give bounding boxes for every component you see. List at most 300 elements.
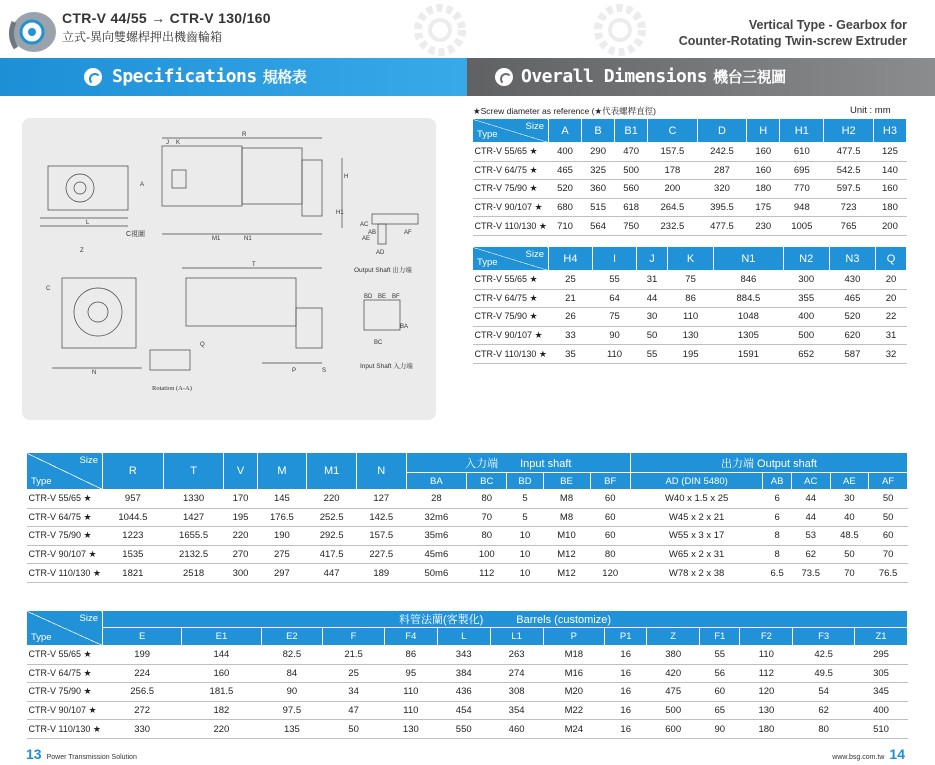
specifications-en: Specifications	[112, 66, 257, 87]
table-cell: 477.5	[824, 143, 874, 162]
size-label: Size	[79, 455, 98, 466]
header-right-line2: Counter-Rotating Twin-screw Extruder	[678, 34, 907, 48]
table-cell: 695	[780, 161, 824, 180]
table-cell: 54	[793, 683, 855, 702]
table-cell: 50	[323, 720, 385, 739]
column-header: H1	[780, 119, 824, 143]
column-header: F2	[740, 628, 793, 646]
column-header: M1	[307, 453, 357, 490]
table-cell: 272	[103, 701, 182, 720]
table-cell: 180	[873, 198, 906, 217]
column-header: B	[582, 119, 615, 143]
header-title: CTR-V 44/55 → CTR-V 130/160	[62, 10, 271, 26]
table-cell: 32m6	[406, 508, 466, 527]
table-cell: 160	[182, 664, 261, 683]
table-cell: 846	[714, 271, 783, 290]
column-header: AC	[791, 473, 830, 490]
type-cell-value: CTR-V 64/75 ★	[473, 161, 549, 180]
table-cell: 31	[637, 271, 668, 290]
table-cell: 84	[261, 664, 323, 683]
label-p: P	[292, 368, 297, 374]
type-cell-value: CTR-V 90/107 ★	[473, 326, 549, 345]
table-cell: 597.5	[824, 180, 874, 199]
table-cell: 600	[647, 720, 700, 739]
technical-drawing	[22, 118, 436, 420]
table-cell: 21.5	[323, 646, 385, 665]
table-cell: 343	[437, 646, 490, 665]
column-header: AD (DIN 5480)	[630, 473, 762, 490]
table-cell: 60	[700, 683, 740, 702]
table-cell: 520	[829, 308, 875, 327]
page-number-right: 14	[889, 746, 905, 762]
table-cell: 454	[437, 701, 490, 720]
label-be: BE	[378, 294, 387, 300]
table-cell: 76.5	[869, 564, 908, 583]
type-cell-value: CTR-V 64/75 ★	[27, 508, 103, 527]
table-cell: 447	[307, 564, 357, 583]
type-label: Type	[477, 257, 498, 268]
table-row	[473, 326, 907, 345]
gear-decoration-icon	[590, 0, 650, 60]
type-cell-value: CTR-V 64/75 ★	[473, 289, 549, 308]
table-cell: 110	[384, 683, 437, 702]
table-cell: 50m6	[406, 564, 466, 583]
table-cell: 73.5	[791, 564, 830, 583]
table-cell: 5	[507, 508, 543, 527]
table-cell: 308	[490, 683, 543, 702]
label-j: J	[166, 140, 169, 146]
output-shaft-flange	[372, 214, 418, 224]
table-cell: 290	[582, 143, 615, 162]
type-cell-value: CTR-V 75/90 ★	[27, 527, 103, 546]
table-cell: 263	[490, 646, 543, 665]
table-cell: 60	[869, 527, 908, 546]
screw-note: ★Screw diameter as reference (★代表螺桿直徑)	[473, 106, 656, 116]
gearbox-top-mid	[242, 148, 302, 204]
table-cell: 564	[582, 217, 615, 236]
table-cell: 652	[783, 345, 829, 364]
table-cell: 130	[384, 720, 437, 739]
table-cell: 110	[740, 646, 793, 665]
table-cell: 10	[507, 564, 543, 583]
table-row	[27, 490, 908, 509]
label-ae: AE	[362, 236, 371, 242]
table-cell: 189	[356, 564, 406, 583]
table-cell: W78 x 2 x 38	[630, 564, 762, 583]
front-view-body	[62, 278, 136, 348]
table-cell: 55	[592, 271, 636, 290]
table-cell: 60	[590, 490, 630, 509]
table-cell: 305	[854, 664, 907, 683]
table-cell: 1044.5	[103, 508, 164, 527]
table-cell: 120	[740, 683, 793, 702]
table-cell: 100	[467, 545, 507, 564]
table-cell: 34	[323, 683, 385, 702]
table-cell: 300	[224, 564, 257, 583]
table-cell: 264.5	[648, 198, 698, 217]
column-header: N1	[714, 247, 783, 271]
table-cell: 345	[854, 683, 907, 702]
label-k: K	[176, 140, 181, 146]
table-cell: 97.5	[261, 701, 323, 720]
table-cell: 90	[700, 720, 740, 739]
c-view-bore	[74, 182, 86, 194]
column-header: F3	[793, 628, 855, 646]
table-cell: 1305	[714, 326, 783, 345]
side-view-gear	[296, 308, 322, 348]
front-view-bore	[88, 302, 108, 322]
table-cell: W45 x 2 x 21	[630, 508, 762, 527]
table-cell: 30	[830, 490, 869, 509]
type-label: Type	[31, 632, 52, 643]
table-cell: 1535	[103, 545, 164, 564]
input-shaft-label: Input Shaft 入力端	[360, 363, 413, 370]
table-cell: 500	[783, 326, 829, 345]
table-cell: 224	[103, 664, 182, 683]
table-cell: 220	[307, 490, 357, 509]
refresh-icon	[84, 68, 102, 86]
table-cell: 354	[490, 701, 543, 720]
table-cell: 65	[700, 701, 740, 720]
column-header: AF	[869, 473, 908, 490]
header-right	[679, 17, 907, 49]
table-cell: 44	[637, 289, 668, 308]
table-cell: 1048	[714, 308, 783, 327]
table-cell: 465	[829, 289, 875, 308]
table-cell: 33	[549, 326, 593, 345]
table-cell: 16	[605, 683, 647, 702]
rotation-view	[150, 350, 190, 370]
table-cell: 62	[791, 545, 830, 564]
table-cell: 176.5	[257, 508, 307, 527]
table-cell: 8	[763, 527, 792, 546]
table-cell: 62	[793, 701, 855, 720]
table-row	[473, 143, 907, 162]
table-cell: 1330	[163, 490, 224, 509]
table-cell: 56	[700, 664, 740, 683]
table-cell: 181.5	[182, 683, 261, 702]
type-size-header	[27, 611, 103, 646]
table-cell: 75	[667, 271, 713, 290]
table-cell: 70	[869, 545, 908, 564]
table-row	[473, 180, 907, 199]
type-cell-value: CTR-V 75/90 ★	[473, 308, 549, 327]
table-row	[27, 508, 908, 527]
column-header: P	[543, 628, 605, 646]
table-cell: 400	[854, 701, 907, 720]
label-c: C	[46, 286, 51, 292]
table-cell: 142.5	[356, 508, 406, 527]
table-cell: M8	[543, 490, 590, 509]
table-cell: 10	[507, 527, 543, 546]
table-cell: 90	[261, 683, 323, 702]
table-cell: 64	[592, 289, 636, 308]
column-header: L1	[490, 628, 543, 646]
front-view-flange	[74, 288, 122, 336]
table-cell: 1655.5	[163, 527, 224, 546]
table-cell: 16	[605, 720, 647, 739]
table-cell: 948	[780, 198, 824, 217]
table-row	[473, 289, 907, 308]
table-cell: 75	[592, 308, 636, 327]
dimensions-table-1	[472, 118, 907, 236]
table-cell: 400	[783, 308, 829, 327]
column-header: AB	[763, 473, 792, 490]
table-cell: 6	[763, 508, 792, 527]
barrels-group-header: 料管法蘭(客製化) Barrels (customize)	[103, 611, 908, 628]
table-cell: 1591	[714, 345, 783, 364]
table-cell: 50	[830, 545, 869, 564]
type-size-header	[473, 119, 549, 143]
label-m1: M1	[212, 236, 221, 242]
table-cell: 157.5	[648, 143, 698, 162]
table-cell: 127	[356, 490, 406, 509]
table-cell: 500	[615, 161, 648, 180]
label-z: Z	[80, 248, 84, 254]
table-cell: 620	[829, 326, 875, 345]
table-cell: 47	[323, 701, 385, 720]
label-bd: BD	[364, 294, 373, 300]
table-cell: 30	[637, 308, 668, 327]
table-cell: 765	[824, 217, 874, 236]
table-cell: W65 x 2 x 31	[630, 545, 762, 564]
table-cell: 50	[869, 508, 908, 527]
table-cell: 252.5	[307, 508, 357, 527]
type-cell-value: CTR-V 90/107 ★	[473, 198, 549, 217]
column-header: H	[747, 119, 780, 143]
table-cell: M10	[543, 527, 590, 546]
dimensions-table-2	[472, 246, 907, 364]
table-cell: 220	[224, 527, 257, 546]
table-cell: 16	[605, 701, 647, 720]
table-cell: 25	[323, 664, 385, 683]
table-cell: 135	[261, 720, 323, 739]
type-cell-value: CTR-V 75/90 ★	[27, 683, 103, 702]
table-cell: 82.5	[261, 646, 323, 665]
side-view-barrel	[186, 278, 296, 326]
column-header: N3	[829, 247, 875, 271]
column-header: M	[257, 453, 307, 490]
table-cell: 157.5	[356, 527, 406, 546]
header-subtitle: 立式-異向雙螺桿押出機齒輪箱	[62, 30, 222, 44]
table-cell: 330	[103, 720, 182, 739]
elephant-logo	[6, 2, 62, 56]
refresh-icon	[495, 68, 513, 86]
table-cell: 256.5	[103, 683, 182, 702]
column-header: Z1	[854, 628, 907, 646]
table-cell: 48.5	[830, 527, 869, 546]
table-cell: 355	[783, 289, 829, 308]
label-af: AF	[404, 230, 412, 236]
table-row	[27, 683, 908, 702]
label-s: S	[322, 368, 327, 374]
table-cell: 130	[740, 701, 793, 720]
table-cell: 380	[647, 646, 700, 665]
overall-dimensions-zh: 機台三視圖	[713, 69, 786, 86]
table-cell: 1005	[780, 217, 824, 236]
table-cell: 45m6	[406, 545, 466, 564]
table-row	[473, 217, 907, 236]
table-cell: 325	[582, 161, 615, 180]
table-cell: 199	[103, 646, 182, 665]
table-row	[473, 345, 907, 364]
table-cell: 550	[437, 720, 490, 739]
table-cell: 957	[103, 490, 164, 509]
column-header: R	[103, 453, 164, 490]
table-cell: 292.5	[307, 527, 357, 546]
label-ba: BA	[400, 324, 409, 330]
table-cell: 32	[876, 345, 907, 364]
type-size-header	[27, 453, 103, 490]
overall-dimensions-en: Overall Dimensions	[521, 66, 708, 87]
table-cell: 5	[507, 490, 543, 509]
table-cell: 420	[647, 664, 700, 683]
table-cell: 86	[384, 646, 437, 665]
type-cell-value: CTR-V 55/65 ★	[27, 490, 103, 509]
table-cell: 750	[615, 217, 648, 236]
header-right-line1: Vertical Type - Gearbox for	[748, 18, 907, 32]
column-header: BA	[406, 473, 466, 490]
table-cell: 35m6	[406, 527, 466, 546]
table-cell: 395.5	[697, 198, 747, 217]
type-label: Type	[477, 129, 498, 140]
specifications-zh: 規格表	[262, 69, 307, 86]
table-cell: 6	[763, 490, 792, 509]
table-cell: 360	[582, 180, 615, 199]
column-header: Q	[876, 247, 907, 271]
table-cell: 8	[763, 545, 792, 564]
table-cell: 130	[667, 326, 713, 345]
type-cell-value: CTR-V 110/130 ★	[473, 217, 549, 236]
table-cell: 417.5	[307, 545, 357, 564]
table-row	[27, 564, 908, 583]
table-cell: 510	[854, 720, 907, 739]
table-cell: 274	[490, 664, 543, 683]
table-cell: 35	[549, 345, 593, 364]
table-cell: 170	[224, 490, 257, 509]
table-cell: 110	[384, 701, 437, 720]
table-cell: W55 x 3 x 17	[630, 527, 762, 546]
table-cell: 470	[615, 143, 648, 162]
label-l: L	[86, 220, 90, 226]
table-cell: 60	[590, 508, 630, 527]
label-ac: AC	[360, 222, 369, 228]
table-cell: 10	[507, 545, 543, 564]
column-header: E2	[261, 628, 323, 646]
table-cell: 320	[697, 180, 747, 199]
label-r: R	[242, 132, 247, 138]
table-cell: 26	[549, 308, 593, 327]
label-bf: BF	[392, 294, 400, 300]
column-header: E	[103, 628, 182, 646]
overall-dimensions-heading	[521, 66, 786, 87]
table-cell: 20	[876, 289, 907, 308]
type-cell-value: CTR-V 55/65 ★	[473, 271, 549, 290]
table-cell: M22	[543, 701, 605, 720]
table-cell: 55	[637, 345, 668, 364]
column-header: N2	[783, 247, 829, 271]
table-row	[27, 527, 908, 546]
table-cell: 22	[876, 308, 907, 327]
table-cell: 200	[873, 217, 906, 236]
label-n: N	[92, 370, 97, 376]
table-cell: 465	[549, 161, 582, 180]
type-cell-value: CTR-V 75/90 ★	[473, 180, 549, 199]
table-cell: 120	[590, 564, 630, 583]
input-shaft-top	[172, 170, 186, 188]
table-cell: M12	[543, 545, 590, 564]
c-view-body	[48, 166, 128, 210]
table-cell: 60	[590, 527, 630, 546]
table-cell: 384	[437, 664, 490, 683]
column-header: BF	[590, 473, 630, 490]
table-cell: 180	[747, 180, 780, 199]
table-cell: 50	[869, 490, 908, 509]
column-header: P1	[605, 628, 647, 646]
rotation-label: Rotation (A-A)	[152, 385, 192, 392]
label-h: H	[344, 174, 349, 180]
column-header: AE	[830, 473, 869, 490]
size-label: Size	[525, 121, 544, 132]
table-cell: M24	[543, 720, 605, 739]
size-label: Size	[79, 613, 98, 624]
column-header: K	[667, 247, 713, 271]
table-cell: 680	[549, 198, 582, 217]
table-cell: 477.5	[697, 217, 747, 236]
table-cell: 44	[791, 490, 830, 509]
table-cell: 110	[667, 308, 713, 327]
table-cell: 430	[829, 271, 875, 290]
column-header: C	[648, 119, 698, 143]
column-header: F4	[384, 628, 437, 646]
specifications-band	[0, 58, 467, 96]
table-cell: 178	[648, 161, 698, 180]
table-cell: 884.5	[714, 289, 783, 308]
table-cell: 160	[873, 180, 906, 199]
table-cell: 723	[824, 198, 874, 217]
output-shaft-stub	[378, 224, 386, 244]
table-row	[27, 720, 908, 739]
table-row	[27, 664, 908, 683]
table-cell: 110	[592, 345, 636, 364]
c-view-label: C視圖	[126, 231, 146, 238]
table-cell: 55	[700, 646, 740, 665]
table-cell: 270	[224, 545, 257, 564]
table-cell: 145	[257, 490, 307, 509]
table-cell: 40	[830, 508, 869, 527]
table-cell: 50	[637, 326, 668, 345]
table-cell: 295	[854, 646, 907, 665]
label-h1: H1	[336, 210, 344, 216]
column-header: I	[592, 247, 636, 271]
table-cell: 44	[791, 508, 830, 527]
table-cell: 1427	[163, 508, 224, 527]
column-header: V	[224, 453, 257, 490]
column-header: Z	[647, 628, 700, 646]
table-cell: 230	[747, 217, 780, 236]
table-cell: 70	[467, 508, 507, 527]
type-cell-value: CTR-V 110/130 ★	[473, 345, 549, 364]
table-cell: 28	[406, 490, 466, 509]
table-cell: 400	[549, 143, 582, 162]
table-cell: 86	[667, 289, 713, 308]
label-t: T	[252, 262, 256, 268]
table-cell: 95	[384, 664, 437, 683]
table-cell: 140	[873, 161, 906, 180]
column-header: N	[356, 453, 406, 490]
unit-label: Unit : mm	[850, 105, 891, 116]
column-header: E1	[182, 628, 261, 646]
